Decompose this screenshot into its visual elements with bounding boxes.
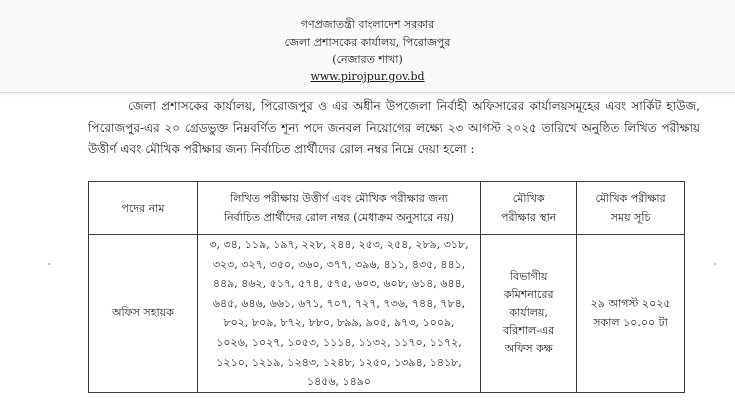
roll-line: ৪৪৯, ৪৬২, ৫১৭, ৫৭৪, ৫৭৫, ৬০৩, ৬০৮, ৬১৪, ৬৪৪, [212, 277, 466, 291]
roll-line: ১০২৬, ১০২৭, ১০৫৩, ১১১৪, ১১৩২, ১১৭০, ১১৭২, [216, 335, 462, 349]
letterhead [0, 0, 735, 93]
header-post [89, 182, 198, 235]
website-link[interactable]: www.pirojpur.gov.bd [310, 70, 425, 83]
roll-line: ৮০২, ৮০৯, ৮৭২, ৮৮০, ৮৯৯, ৯০৫, ৯৭৩, ১০০৯, [223, 316, 455, 330]
roll-line: ৩২৩, ৩২৭, ৩৫০, ৩৬০, ৩৭৭, ৩৯৬, ৪১১, ৪৩৫, ৪৪১, [212, 257, 466, 271]
roll-numbers-cell [197, 235, 480, 393]
header-venue-line2: পরীক্ষার স্থান [501, 211, 557, 224]
schedule-time: সকাল ১০.০০ টা [593, 316, 668, 330]
branch-name: (নেজারত শাখা) [332, 53, 403, 66]
roll-line: ৩, ৩৪, ১১৯, ১৯৭, ২২৮, ২৪৪, ২৫৩, ২৫৪, ২৮৯, ৩১৮, [209, 238, 469, 251]
post-cell [89, 235, 198, 393]
venue-line: অফিস কক্ষ [504, 342, 553, 356]
scan-speck [714, 263, 716, 265]
intro-text: জেলা প্রশাসকের কার্যালয়, পিরোজপুর ও এর অধীন উপজেলা নির্বাহী অফিসারের কার্যালয়সমূহের এবং সার্কিট হাউজ, পিরোজপুর-এর ২০ গ্রেডভুক্ত নিম্নবর্ণিত শূন্য পদে জনবল নিয়োগের লক্ষ্যে ২৩ আগস্ট ২০২৫ তারিখে অনুষ্ঠিত লিখিত পরীক্ষায় উত্তীর্ণ এবং মৌখিক পরীক্ষার জন্য নির্বাচিত প্রার্থীদের রোল নম্বর নিম্নে দেয়া হলো : [88, 99, 700, 156]
header-rolls-line2: নির্বাচিত প্রার্থীদের রোল নম্বর (মেধাক্রম অনুসারে নয়) [223, 211, 455, 224]
office-name: জেলা প্রশাসকের কার্যালয়, পিরোজপুর [284, 36, 451, 49]
roll-line: ৬৪৫, ৬৪৬, ৬৬১, ৬৭১, ৭০৭, ৭২৭, ৭৩৬, ৭৪৪, ৭৮৪, [212, 296, 466, 310]
header-schedule [577, 182, 685, 235]
venue-line: কার্যালয়, [509, 306, 548, 320]
venue-cell [481, 235, 577, 393]
government-title: গণপ্রজাতন্ত্রী বাংলাদেশ সরকার [300, 18, 435, 31]
intro-paragraph [88, 96, 700, 161]
scan-speck [48, 263, 50, 265]
header-schedule-line2: সময় সূচি [610, 211, 651, 224]
header-rolls [197, 182, 480, 235]
header-venue-line1: মৌখিক [512, 192, 545, 205]
header-post-label: পদের নাম [121, 201, 165, 215]
post-name: অফিস সহায়ক [111, 305, 174, 319]
schedule-cell [577, 235, 685, 393]
roll-line: ১৪৫৬, ১৪৯০ [306, 375, 372, 389]
header-schedule-line1: মৌখিক পরীক্ষার [595, 192, 666, 205]
venue-line: বরিশাল-এর [503, 324, 555, 338]
venue-line: বিভাগীয় [509, 270, 548, 284]
roll-line: ১২১০, ১২১৯, ১২৪৩, ১২৪৮, ১২৫০, ১৩৯৪, ১৪১৮, [216, 355, 462, 369]
table-header-row [89, 182, 685, 235]
table-row [89, 235, 685, 393]
header-venue [481, 182, 577, 235]
result-table [88, 181, 685, 393]
schedule-date: ২৯ আগস্ট ২০২৫ [590, 297, 671, 311]
header-rolls-line1: লিখিত পরীক্ষায় উত্তীর্ণ এবং মৌখিক পরীক্ষার জন্য [230, 192, 448, 205]
venue-line: কমিশনারের [503, 288, 554, 302]
